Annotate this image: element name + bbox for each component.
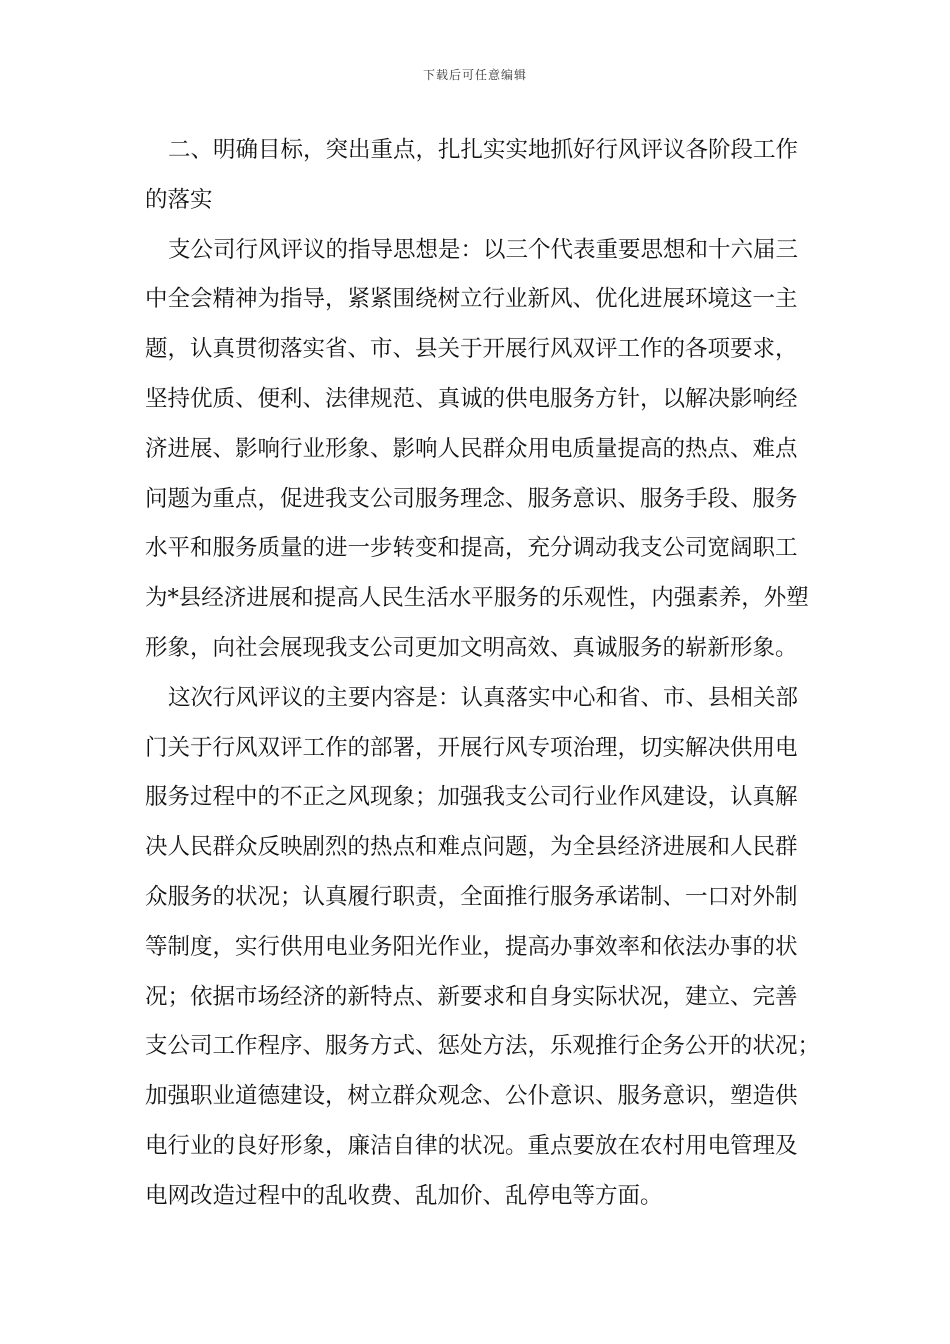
paragraph-line: 问题为重点，促进我支公司服务理念、服务意识、服务手段、服务 xyxy=(145,485,798,512)
paragraph-line: 电网改造过程中的乱收费、乱加价、乱停电等方面。 xyxy=(145,1182,663,1209)
paragraph-line: 门关于行风双评工作的部署，开展行风专项治理，切实解决供用电 xyxy=(145,734,798,761)
paragraph-line: 支公司行风评议的指导思想是：以三个代表重要思想和十六届三 xyxy=(168,236,799,263)
paragraph-line: 中全会精神为指导，紧紧围绕树立行业新风、优化进展环境这一主 xyxy=(145,286,798,313)
paragraph-line: 水平和服务质量的进一步转变和提高，充分调动我支公司宽阔职工 xyxy=(145,535,798,562)
paragraph-line: 这次行风评议的主要内容是：认真落实中心和省、市、县相关部 xyxy=(168,684,799,711)
paragraph-line: 济进展、影响行业形象、影响人民群众用电质量提高的热点、难点 xyxy=(145,435,798,462)
paragraph-line: 支公司工作程序、服务方式、惩处方法，乐观推行企务公开的状况； xyxy=(145,1033,821,1060)
paragraph-line: 电行业的良好形象，廉洁自律的状况。重点要放在农村用电管理及 xyxy=(145,1132,798,1159)
paragraph-line: 题，认真贯彻落实省、市、县关于开展行风双评工作的各项要求， xyxy=(145,336,798,363)
paragraph-line: 等制度，实行供用电业务阳光作业，提高办事效率和依法办事的状 xyxy=(145,933,798,960)
section-heading-line-1: 二、明确目标，突出重点，扎扎实实地抓好行风评议各阶段工作 xyxy=(168,137,799,163)
paragraph-line: 为*县经济进展和提高人民生活水平服务的乐观性，内强素养，外塑 xyxy=(145,585,809,612)
page-header: 下载后可任意编辑 xyxy=(422,68,527,82)
paragraph-line: 坚持优质、便利、法律规范、真诚的供电服务方针，以解决影响经 xyxy=(145,385,798,412)
paragraph-line: 况；依据市场经济的新特点、新要求和自身实际状况，建立、完善 xyxy=(145,983,798,1010)
paragraph-line: 决人民群众反映剧烈的热点和难点问题，为全县经济进展和人民群 xyxy=(145,834,798,861)
section-heading-line-2: 的落实 xyxy=(145,186,213,213)
document-body xyxy=(145,126,825,1222)
paragraph-line: 形象，向社会展现我支公司更加文明高效、真诚服务的崭新形象。 xyxy=(145,634,798,661)
paragraph-line: 众服务的状况；认真履行职责，全面推行服务承诺制、一口对外制 xyxy=(145,883,798,910)
paragraph-line: 加强职业道德建设，树立群众观念、公仆意识、服务意识，塑造供 xyxy=(145,1083,798,1110)
paragraph-line: 服务过程中的不正之风现象；加强我支公司行业作风建设，认真解 xyxy=(145,784,798,811)
